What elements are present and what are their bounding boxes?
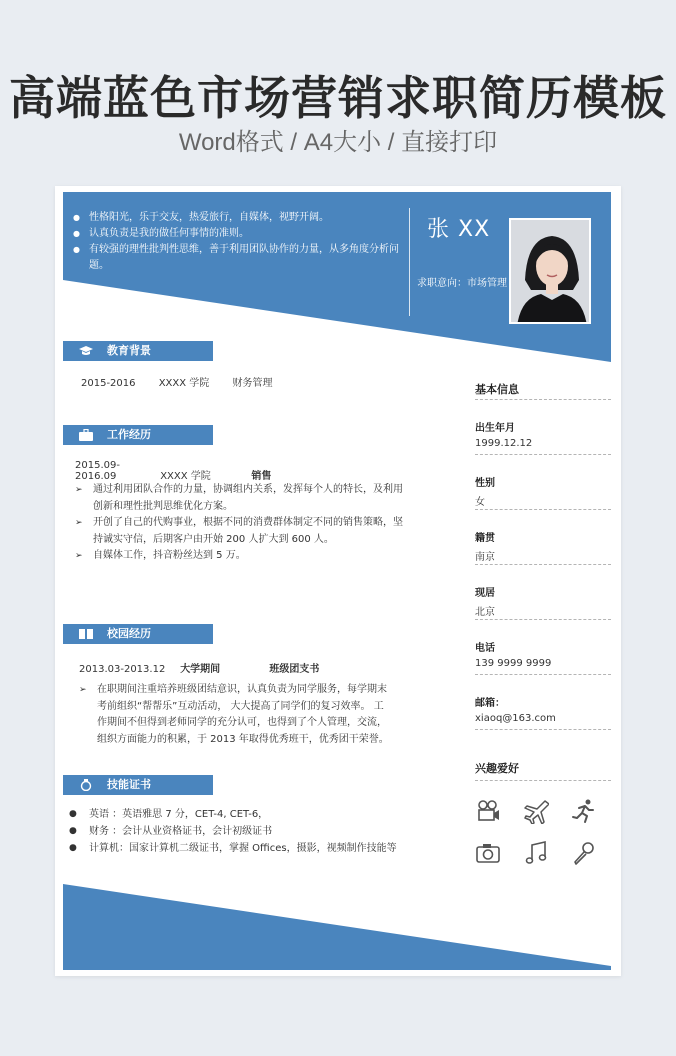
work-period: 2015.09-2016.09 [75, 460, 120, 482]
section-campus [63, 624, 213, 644]
intro-item: ● 认真负责是我的做任何事情的准则。 [73, 226, 403, 242]
campus-period: 2013.03-2013.12 [79, 664, 166, 675]
intro-list [73, 210, 403, 274]
profile-photo [509, 218, 591, 324]
resume-page [55, 186, 621, 976]
campus-row [79, 660, 319, 675]
campus-list [79, 682, 393, 748]
campus-item: ➢ 在职期间注重培养班级团结意识，认真负责为同学服务，每学期末考前组织“帮帮乐”互动活动， 大大提高了同学们的复习效率。 工作期间不但得到老师同学的充分认可，也得到了个人管理，交流，组织方面能力的积累，于 2013 年取得优秀班干，优秀团干荣誉。 [79, 682, 393, 748]
section-title: 技能证书 [107, 778, 151, 791]
work-item: ➢ 自媒体工作，抖音粉丝达到 5 万。 [75, 548, 405, 565]
residence-value: 北京 [475, 607, 495, 618]
birth-value: 1999.12.12 [475, 438, 533, 449]
footer-band [63, 884, 611, 970]
campus-stage: 大学期间 [180, 664, 221, 675]
work-role: 销售 [251, 471, 272, 482]
skill-item: ● 计算机：国家计算机二级证书，掌握 Offices，摄影，视频制作技能等 [69, 840, 397, 857]
briefcase-icon [79, 429, 93, 441]
header-divider [409, 208, 410, 316]
job-intent: 求职意向：市场管理 [417, 278, 507, 289]
book-icon [79, 628, 93, 640]
campus-role: 班级团支书 [269, 664, 320, 675]
phone-label: 电话 [475, 643, 495, 654]
running-icon [571, 798, 597, 824]
residence-label: 现居 [475, 588, 495, 599]
work-item: ➢ 开创了自己的代购事业，根据不同的消费群体制定不同的销售策略，坚持诚实守信，后期客户由开始 200 人扩大到 600 人。 [75, 515, 405, 548]
divider [475, 729, 611, 730]
education-period: 2015-2016 [81, 378, 136, 389]
section-title: 校园经历 [107, 627, 151, 640]
work-item: ➢ 通过利用团队合作的力量，协调组内关系，发挥每个人的特长，及利用创新和理性批判思维优化方案。 [75, 482, 405, 515]
divider [475, 780, 611, 781]
gender-label: 性别 [475, 478, 495, 489]
airplane-icon [523, 798, 549, 824]
section-work [63, 425, 213, 445]
work-list [75, 482, 405, 565]
email-label: 邮箱： [475, 698, 505, 709]
microphone-icon [571, 840, 597, 866]
skill-item: ● 英语 ：英语雅思 7 分，CET-4, CET-6， [69, 806, 397, 823]
graduation-cap-icon [79, 345, 93, 357]
basic-info-title: 基本信息 [475, 383, 519, 396]
section-title: 工作经历 [107, 428, 151, 441]
divider [475, 509, 611, 510]
intro-item: ● 有较强的理性批判性思维，善于利用团队协作的力量，从多角度分析问题。 [73, 242, 403, 274]
divider [475, 564, 611, 565]
avatar [511, 220, 591, 324]
medal-icon [79, 779, 93, 791]
page-title: 高端蓝色市场营销求职简历模板 [9, 71, 667, 125]
hometown-value: 南京 [475, 552, 495, 563]
birth-label: 出生年月 [475, 423, 515, 434]
divider [475, 454, 611, 455]
hobbies-title: 兴趣爱好 [475, 762, 519, 775]
candidate-name: 张 XX [427, 217, 491, 242]
section-title: 教育背景 [107, 344, 151, 357]
divider [475, 399, 611, 400]
skills-list [69, 806, 397, 857]
phone-value: 139 9999 9999 [475, 658, 552, 669]
section-education [63, 341, 213, 361]
education-major: 财务管理 [232, 378, 273, 389]
intro-item: ● 性格阳光，乐于交友，热爱旅行，自媒体，视野开阔。 [73, 210, 403, 226]
work-company: XXXX 学院 [160, 471, 211, 482]
education-row [81, 374, 292, 389]
divider [475, 674, 611, 675]
gender-value: 女 [475, 497, 485, 508]
divider [475, 619, 611, 620]
video-camera-icon [475, 798, 501, 824]
education-school: XXXX 学院 [158, 378, 210, 389]
skill-item: ● 财务 ：会计从业资格证书，会计初级证书 [69, 823, 397, 840]
work-row [75, 460, 271, 482]
camera-icon [475, 840, 501, 866]
music-note-icon [523, 840, 549, 866]
section-skills [63, 775, 213, 795]
email-value: xiaoq@163.com [475, 713, 556, 724]
page-subtitle: Word格式 / A4大小 / 直接打印 [178, 129, 498, 156]
hometown-label: 籍贯 [475, 533, 495, 544]
